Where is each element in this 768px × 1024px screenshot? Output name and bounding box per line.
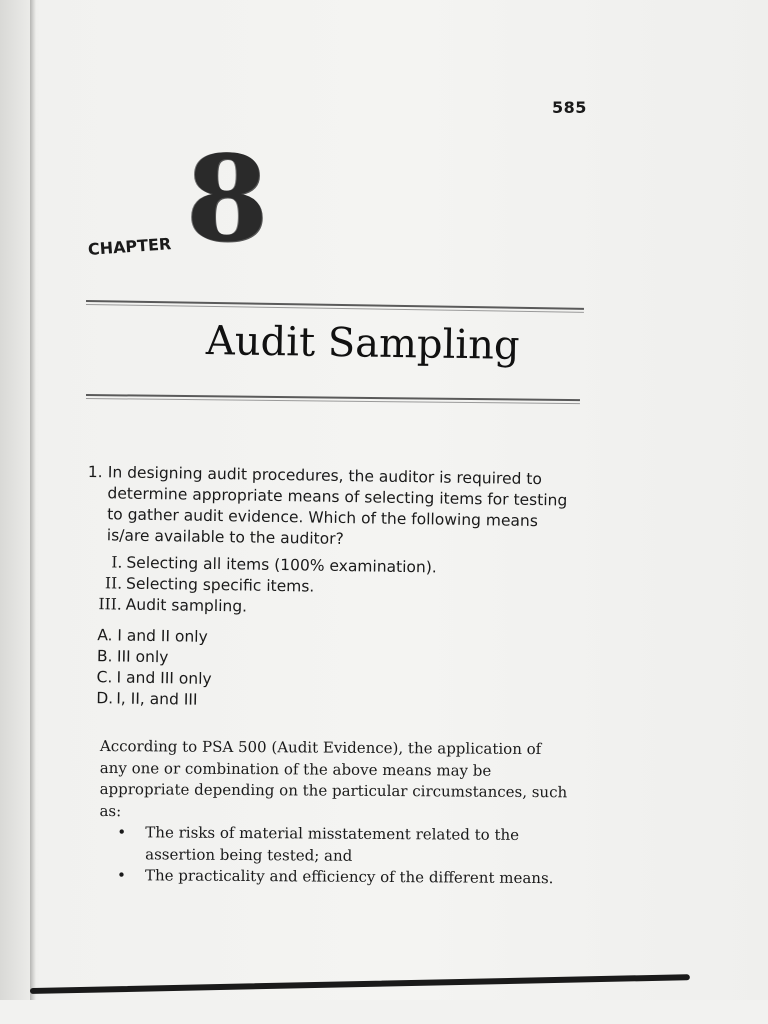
bullet-icon: •: [117, 823, 127, 842]
question-text: In designing audit procedures, the auditor is required to determine appropriate means of selecting items for testing to gather audit evidence. Which of the following means is/are available to the auditor?: [106, 463, 568, 549]
question-number: 1.: [87, 462, 103, 482]
statement-numeral: III.: [98, 595, 122, 614]
option-letter: D.: [96, 689, 114, 708]
explanation-intro: According to PSA 500 (Audit Evidence), the application of any one or combination of the above means may be appropriate depending on the particular circumstances, such as:: [99, 737, 568, 820]
chapter-number: 8: [186, 129, 269, 268]
statement-list: [86, 552, 587, 623]
option-text: III only: [116, 647, 169, 667]
option-text: I, II, and III: [116, 689, 198, 709]
next-page-strip: [0, 1000, 768, 1024]
question-1: [84, 462, 588, 717]
title-rule-top: [86, 300, 584, 313]
option-letter: C.: [96, 668, 113, 687]
page-bottom-edge: [30, 974, 690, 994]
answer-options: [96, 625, 585, 717]
explanation-bullet: [99, 822, 569, 868]
answer-explanation: [99, 736, 570, 890]
option-text: I and II only: [117, 626, 208, 646]
statement-numeral: I.: [111, 553, 123, 572]
bullet-icon: •: [116, 866, 126, 885]
bullet-text: The practicality and efficiency of the different means.: [144, 866, 554, 888]
title-rule-bottom: [86, 394, 580, 404]
chapter-label: CHAPTER: [87, 234, 172, 259]
statement-text: Selecting specific items.: [125, 574, 315, 596]
bullet-text: The risks of material misstatement related to the assertion being tested; and: [145, 823, 520, 865]
explanation-bullets: [99, 822, 569, 890]
statement-numeral: II.: [104, 574, 123, 593]
chapter-title: Audit Sampling: [205, 318, 520, 369]
page-number: 585: [552, 98, 587, 117]
option-letter: A.: [97, 626, 113, 645]
explanation-bullet: [99, 865, 569, 890]
option-letter: B.: [96, 647, 113, 666]
statement-text: Audit sampling.: [125, 595, 248, 616]
option-text: I and III only: [116, 668, 212, 688]
page-binding-shadow: [30, 0, 36, 1000]
statement-text: Selecting all items (100% examination).: [126, 553, 437, 577]
